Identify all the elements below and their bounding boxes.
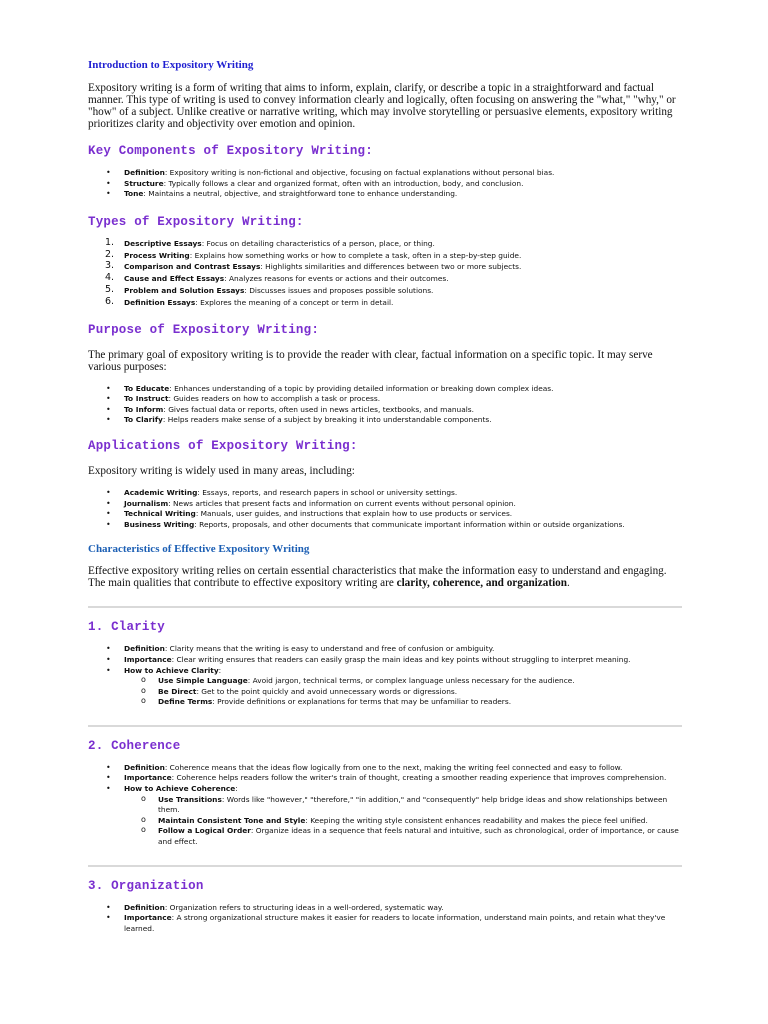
purpose-heading: Purpose of Expository Writing:	[88, 322, 320, 337]
list-item: • Structure: Typically follows a clear and organized format, often with an introduction, body, and conclusion.	[88, 179, 682, 190]
list-item: • Importance: A strong organizational structure makes it easier for readers to locate information, understand main points, and retain what they've learned.	[88, 913, 682, 934]
key-components-heading: Key Components of Expository Writing:	[88, 144, 373, 158]
list-item: • Definition: Coherence means that the ideas flow logically from one to the next, making the writing feel connected and easy to follow.	[88, 763, 682, 774]
section-divider	[88, 725, 682, 727]
applications-heading: Applications of Expository Writing:	[88, 438, 358, 453]
list-item: • Journalism: News articles that present facts and information on current events without personal opinion.	[88, 499, 682, 510]
list-item: 1. Descriptive Essays: Focus on detailing characteristics of a person, place, or thing.	[105, 236, 435, 248]
list-item: • How to Achieve Clarity: o Use Simple Language: Avoid jargon, technical terms, or complex language unless necessary for the audience. o Be Direct: Get to the point quickly and avoid unnecessary words or digressions. o Define Terms: Provide definitions or explanations for terms that may be unfamiliar to readers.	[88, 666, 682, 708]
list-item: o Use Transitions: Words like "however," "therefore," "in addition," and "consequently" help bridge ideas and show relationships between them.	[88, 795, 682, 816]
list-item: • To Educate: Enhances understanding of a topic by providing detailed information or breaking down complex ideas.	[88, 384, 682, 395]
list-item: • How to Achieve Coherence: o Use Transitions: Words like "however," "therefore," "in addition," and "consequently" help bridge ideas and show relationships between them. o Maintain Consistent Tone and Style: Keeping the writing style consistent enhances readability and makes the piece feel unified. o Follow a Logical Order: Organize ideas in a sequence that feels natural and intuitive, such as chronological, order of importance, or cause and effect.	[88, 784, 682, 848]
list-item: • Academic Writing: Essays, reports, and research papers in school or university settings.	[88, 488, 682, 499]
coherence-sub-list	[124, 795, 682, 848]
list-item: • Importance: Clear writing ensures that readers can easily grasp the main ideas and key points without struggling to interpret meaning.	[88, 655, 682, 666]
list-item: 2. Process Writing: Explains how something works or how to complete a task, often in a step-by-step guide.	[105, 248, 522, 260]
types-heading: Types of Expository Writing:	[88, 214, 304, 229]
section-divider	[88, 865, 682, 867]
list-item: • Business Writing: Reports, proposals, and other documents that communicate important information within or outside organizations.	[88, 520, 682, 531]
key-components-list	[88, 168, 682, 200]
clarity-heading: 1. Clarity	[88, 620, 166, 635]
coherence-heading: 2. Coherence	[88, 738, 181, 753]
list-item: • Tone: Maintains a neutral, objective, and straightforward tone to enhance understanding.	[88, 189, 682, 200]
list-item: o Maintain Consistent Tone and Style: Keeping the writing style consistent enhances readability and makes the piece feel unified.	[88, 816, 682, 827]
list-item: • To Inform: Gives factual data or reports, often used in news articles, textbooks, and manuals.	[88, 405, 682, 416]
applications-list	[88, 488, 682, 530]
list-item: • Technical Writing: Manuals, user guides, and instructions that explain how to use products or services.	[88, 509, 682, 520]
characteristics-heading: Characteristics of Effective Expository Writing	[88, 543, 310, 556]
intro-paragraph: Expository writing is a form of writing that aims to inform, explain, clarify, or describe a topic in a straightforward and factual manner. This type of writing is used to convey information clearly and logically, often focusing on answering the "what," "why," or "how" of a subject. Unlike creative or narrative writing, which may involve storytelling or persuasive elements, expository writing prioritizes clarity and objectivity over emotion and opinion.	[88, 82, 676, 130]
list-item: o Follow a Logical Order: Organize ideas in a sequence that feels natural and intuitive, such as chronological, order of importance, or cause and effect.	[88, 826, 682, 847]
list-item: • Definition: Organization refers to structuring ideas in a well-ordered, systematic way.	[88, 903, 682, 914]
list-item: 5. Problem and Solution Essays: Discusses issues and proposes possible solutions.	[105, 283, 434, 295]
types-list	[88, 238, 682, 309]
list-item: o Use Simple Language: Avoid jargon, technical terms, or complex language unless necessary for the audience.	[88, 676, 682, 687]
list-item: • Importance: Coherence helps readers follow the writer's train of thought, creating a smoother reading experience that improves comprehension.	[88, 773, 682, 784]
list-item: o Be Direct: Get to the point quickly and avoid unnecessary words or digressions.	[88, 687, 682, 698]
list-item: 3. Comparison and Contrast Essays: Highlights similarities and differences between two or more subjects.	[105, 260, 522, 272]
list-item: o Define Terms: Provide definitions or explanations for terms that may be unfamiliar to readers.	[88, 697, 682, 708]
purpose-paragraph: The primary goal of expository writing is to provide the reader with clear, factual information on a specific topic. It may serve various purposes:	[88, 348, 653, 373]
clarity-sub-list	[124, 676, 682, 708]
list-item: • To Clarify: Helps readers make sense of a subject by breaking it into understandable components.	[88, 415, 682, 426]
list-item: 6. Definition Essays: Explores the meaning of a concept or term in detail.	[105, 295, 394, 307]
characteristics-paragraph: Effective expository writing relies on certain essential characteristics that make the information easy to understand and engaging. The main qualities that contribute to effective expository writing are clarity, coherence, and organization.	[88, 565, 667, 590]
list-item: • Definition: Clarity means that the writing is easy to understand and free of confusion or ambiguity.	[88, 644, 682, 655]
organization-heading: 3. Organization	[88, 878, 204, 893]
document-page	[88, 56, 682, 934]
list-item: 4. Cause and Effect Essays: Analyzes reasons for events or actions and their outcomes.	[105, 272, 449, 284]
applications-paragraph: Expository writing is widely used in many areas, including:	[88, 464, 355, 477]
organization-list	[88, 903, 682, 935]
list-item: • Definition: Expository writing is non-fictional and objective, focusing on factual explanations without personal bias.	[88, 168, 682, 179]
section-divider	[88, 606, 682, 608]
purpose-list	[88, 384, 682, 426]
list-item: • To Instruct: Guides readers on how to accomplish a task or process.	[88, 394, 682, 405]
clarity-list	[88, 644, 682, 708]
coherence-list	[88, 763, 682, 848]
intro-heading: Introduction to Expository Writing	[88, 59, 254, 71]
